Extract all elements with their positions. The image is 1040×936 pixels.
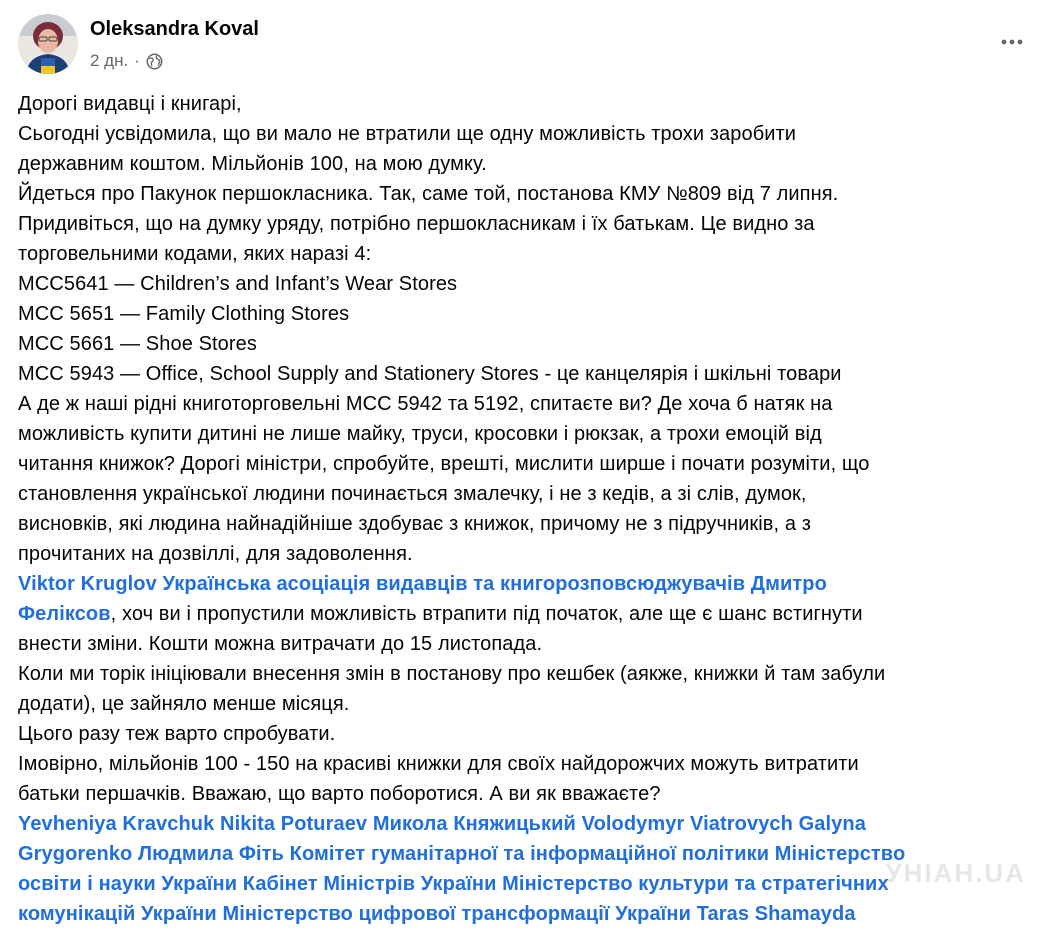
post-time[interactable]: 2 дн. xyxy=(90,51,129,70)
tag-link[interactable]: Міністерство xyxy=(774,843,906,865)
post-line: MCC 5661 — Shoe Stores xyxy=(18,333,257,355)
post-line: Імовірно, мільйонів 100 - 150 на красиві книжки для своїх найдорожчих можуть витратити xyxy=(18,753,859,775)
post-line: читання книжок? Дорогі міністри, спробуйте, врешті, мислити ширше і почати розуміти, що xyxy=(18,453,870,475)
post-line: становлення української людини починається змалечку, і не з кедів, а зі слів, думок, xyxy=(18,483,807,505)
tagged-line xyxy=(18,599,1030,629)
tag-link[interactable]: Феліксов xyxy=(18,603,111,625)
post-header xyxy=(18,14,1028,78)
post-line: державним коштом. Мільйонів 100, на мою думку. xyxy=(18,153,487,175)
watermark: УНІАН.UA xyxy=(885,858,1026,888)
tag-link[interactable]: Українська асоціація видавців та книгорозповсюджувачів xyxy=(162,573,746,595)
post-meta xyxy=(90,50,163,72)
post-text-fragment: , хоч ви і пропустили можливість втрапити під початок, але ще є шанс встигнути xyxy=(110,603,863,625)
post-line: додати), це зайняло менше місяця. xyxy=(18,693,350,715)
tag-link[interactable]: освіти і науки України xyxy=(18,873,238,895)
tag-link[interactable]: Grygorenko xyxy=(18,843,133,865)
tag-link[interactable]: Viktor Kruglov xyxy=(18,573,157,595)
post-line: Йдеться про Пакунок першокласника. Так, саме той, постанова КМУ №809 від 7 липня. xyxy=(18,183,839,205)
author-name[interactable]: Oleksandra Koval xyxy=(90,18,259,40)
post-line: батьки першачків. Вважаю, що варто поборотися. А ви як вважаєте? xyxy=(18,783,661,805)
tag-link[interactable]: Кабінет Міністрів України xyxy=(242,873,497,895)
tag-link[interactable]: Микола Княжицький xyxy=(372,813,576,835)
tag-link[interactable]: Yevheniya Kravchuk xyxy=(18,813,215,835)
post-line: Коли ми торік ініціювали внесення змін в постанову про кешбек (аякже, книжки й там забули xyxy=(18,663,886,685)
tag-link[interactable]: Міністерство цифрової трансформації України xyxy=(222,903,691,925)
post-line: Цього разу теж варто спробувати. xyxy=(18,723,336,745)
post-line: прочитаних на дозвіллі, для задоволення. xyxy=(18,543,413,565)
post-line: Дорогі видавці і книгарі, xyxy=(18,93,242,115)
more-options-button[interactable] xyxy=(996,26,1028,58)
tag-link[interactable]: Людмила Фіть xyxy=(138,843,284,865)
post-line: Придивіться, що на думку уряду, потрібно першокласникам і їх батькам. Це видно за xyxy=(18,213,815,235)
post-line: можливість купити дитині не лише майку, труси, кросовки і рюкзак, а трохи емоцій від xyxy=(18,423,822,445)
tagged-line xyxy=(18,869,1030,899)
tag-link[interactable]: комунікацій України xyxy=(18,903,217,925)
post-line: внести зміни. Кошти можна витрачати до 15 листопада. xyxy=(18,633,543,655)
post-line: Сьогодні усвідомила, що ви мало не втратили ще одну можливість трохи заробити xyxy=(18,123,797,145)
post-line: висновків, які людина найнадійніше здобуває з книжок, причому не з підручників, а з xyxy=(18,513,811,535)
more-horizontal-icon xyxy=(1001,39,1023,45)
post-body xyxy=(18,89,1030,929)
author-avatar[interactable] xyxy=(18,14,78,74)
meta-separator: · xyxy=(134,51,140,70)
tag-link[interactable]: Дмитро xyxy=(750,573,827,595)
tag-link[interactable]: Taras Shamayda xyxy=(696,903,856,925)
avatar-image xyxy=(18,14,78,74)
post-line: MCC 5943 — Office, School Supply and Stationery Stores - це канцелярія і шкільні товари xyxy=(18,363,842,385)
post-line: MCC 5651 — Family Clothing Stores xyxy=(18,303,350,325)
tag-link[interactable]: Міністерство культури та стратегічних xyxy=(502,873,889,895)
tag-link[interactable]: Nikita Poturaev xyxy=(220,813,368,835)
tagged-line xyxy=(18,569,1030,599)
post-line: А де ж наші рідні книготорговельні МСС 5942 та 5192, спитаєте ви? Де хоча б натяк на xyxy=(18,393,833,415)
tag-link[interactable]: Комітет гуманітарної та інформаційної політики xyxy=(289,843,770,865)
post-line: МСС5641 — Children’s and Infant’s Wear Stores xyxy=(18,273,458,295)
tagged-line xyxy=(18,839,1030,869)
globe-icon[interactable] xyxy=(146,53,163,70)
tag-link[interactable]: Galyna xyxy=(798,813,866,835)
tag-link[interactable]: Volodymyr Viatrovych xyxy=(581,813,793,835)
post-line: торговельними кодами, яких наразі 4: xyxy=(18,243,372,265)
tagged-line xyxy=(18,809,1030,839)
tagged-line xyxy=(18,899,1030,929)
